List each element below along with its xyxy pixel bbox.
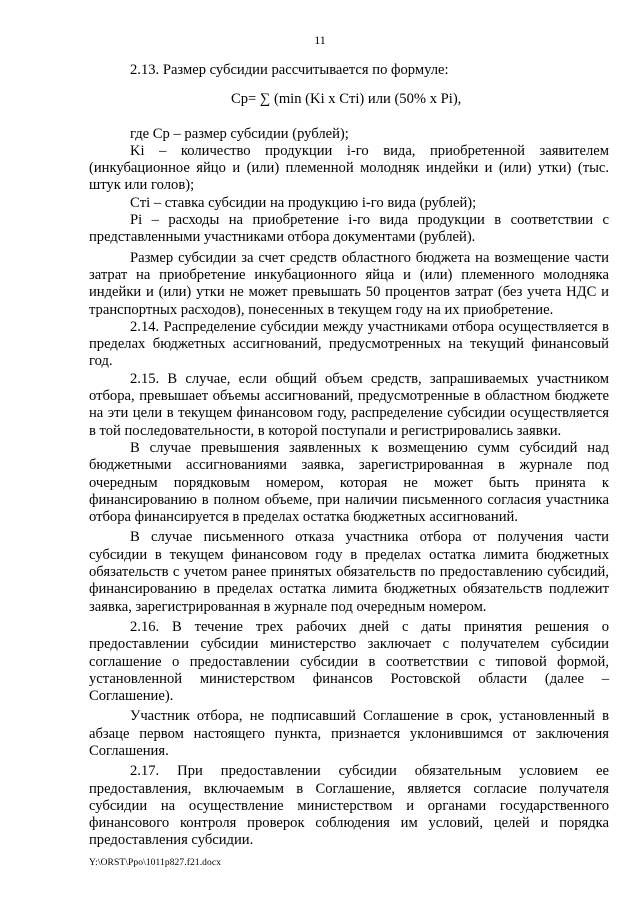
paragraph-evasion: Участник отбора, не подписавший Соглашение в срок, установленный в абзаце первом настоящего пункта, признается уклонившимся от заключения Соглашения. — [89, 708, 609, 759]
paragraph-written-refusal: В случае письменного отказа участника отбора от получения части субсидии в текущем финансовом году в пределах остатка лимита бюджетных обязательств с учетом ранее принятых обязательств по предоставлению субсидий, финансированию в пределах остатка лимита бюджетных обязательств подлежит заявка, зарегистрированная в журнале под очередным номером. — [89, 529, 609, 615]
paragraph-excess-claims: В случае превышения заявленных к возмещению сумм субсидий над бюджетными ассигнованиями заявка, зарегистрированная в журнале под очередным порядковым номером, которая не может быть принята к финансированию в полном объеме, при наличии письменного согласия участника отбора финансируется в пределах остатка бюджетных ассигнований. — [89, 439, 609, 526]
subsidy-formula: Cр= ∑ (min (Ki x Cтi) или (50% x Pi), — [231, 91, 462, 108]
paragraph-cp-definition: где Cр – размер субсидии (рублей); — [130, 125, 349, 142]
paragraph-ki-definition: Ki – количество продукции i-го вида, приобретенной заявителем (инкубационное яйцо и (или) племенной молодняк индейки и (или) утки) (тыс. штук или голов); — [89, 142, 609, 194]
page-number: 11 — [314, 33, 326, 47]
document-body — [89, 62, 609, 850]
file-path-footer: Y:\ORST\Ppo\1011p827.f21.docx — [89, 858, 222, 868]
paragraph-cti-definition: Cтi – ставка субсидии на продукцию i-го вида (рублей); — [130, 194, 477, 211]
paragraph-subsidy-limit: Размер субсидии за счет средств областного бюджета на возмещение части затрат на приобретение инкубационного яйца и (или) племенного молодняка индейки и (или) утки не может превышать 50 процентов затрат (без учета НДС и транспортных расходов), понесенных в текущем году на их приобретение. — [89, 249, 609, 318]
paragraph-2-14: 2.14. Распределение субсидии между участниками отбора осуществляется в пределах бюджетных ассигнований, предусмотренных на текущий финансовый год. — [89, 318, 609, 370]
paragraph-2-13-intro: 2.13. Размер субсидии рассчитывается по формуле: — [130, 62, 449, 78]
paragraph-pi-definition: Pi – расходы на приобретение i-го вида продукции в соответствии с представленными участниками отбора документами (рублей). — [89, 212, 609, 246]
paragraph-2-15: 2.15. В случае, если общий объем средств, запрашиваемых участником отбора, превышает объемы ассигнований, предусмотренные в областном бюджете на эти цели в текущем финансовом году, распределение субсидии осуществляется в той последовательности, в которой поступали и регистрировались заявки. — [89, 370, 609, 439]
paragraph-2-17: 2.17. При предоставлении субсидии обязательным условием ее предоставления, включаемым в Соглашение, является согласие получателя субсидии на осуществление министерством и органами государственного финансового контроля проверок соблюдения им условий, целей и порядка предоставления субсидии. — [89, 763, 609, 849]
paragraph-2-16: 2.16. В течение трех рабочих дней с даты принятия решения о предоставлении субсидии министерство заключает с получателем субсидии соглашение о предоставлении субсидии в соответствии с типовой формой, установленной министерством финансов Ростовской области (далее – Соглашение). — [89, 618, 609, 705]
